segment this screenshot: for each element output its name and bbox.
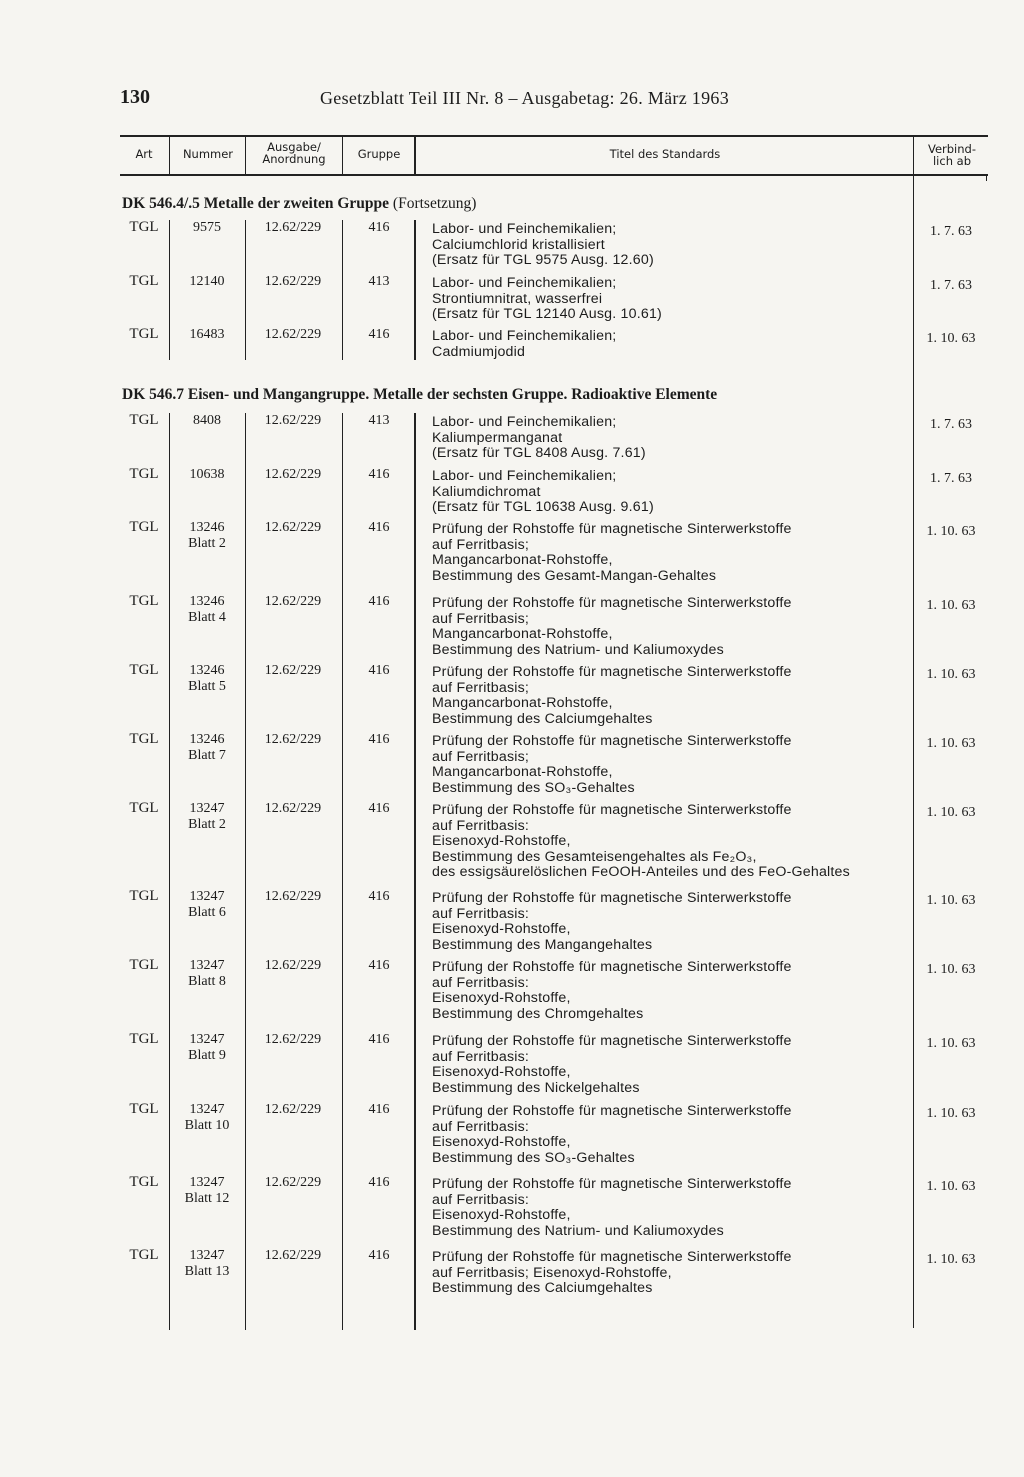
row-nummer-line: Blatt 8 [188,973,226,989]
row-titel-line: Eisenoxyd-Rohstoffe, [432,921,571,937]
row-date: 1. 10. 63 [926,736,976,751]
col-header-gruppe: Gruppe [357,147,401,161]
row-titel-line: des essigsäurelöslichen FeOOH-Anteiles und des FeO-Gehaltes [432,864,850,880]
row-art: TGL [129,519,159,535]
row-date: 1. 10. 63 [926,331,976,346]
row-titel [432,222,912,269]
row-gruppe: 416 [368,1032,390,1047]
row-gruppe: 416 [368,801,390,816]
row-ausgabe: 12.62/229 [264,889,322,904]
row-nummer [172,801,242,832]
row-art: TGL [129,731,159,747]
row-titel-line: Prüfung der Rohstoffe für magnetische Sinterwerkstoffe [432,959,792,975]
row-nummer [172,663,242,694]
row-nummer-line: 13247 [189,1102,225,1117]
row-gruppe: 416 [368,1102,390,1117]
row-art: TGL [129,273,159,289]
row-nummer-line: 13247 [189,889,225,904]
row-titel [432,596,912,658]
row-art: TGL [129,957,159,973]
row-titel-line: Bestimmung des Nickelgehaltes [432,1079,640,1096]
row-titel-line: Mangancarbonat-Rohstoffe, [432,695,613,711]
row-ausgabe: 12.62/229 [264,732,322,747]
row-art: TGL [129,800,159,816]
row-nummer-line: 12140 [189,274,225,289]
column-rule [342,413,343,1330]
col-header-ausgabe-line: Anordnung [262,152,326,166]
row-gruppe: 413 [368,274,390,289]
row-titel-line: Prüfung der Rohstoffe für magnetische Sinterwerkstoffe [432,1033,792,1049]
row-titel-line: Labor- und Feinchemikalien; [432,275,617,291]
row-titel-line: Eisenoxyd-Rohstoffe, [432,1207,571,1223]
row-titel [432,415,912,462]
row-titel-line: (Ersatz für TGL 10638 Ausg. 9.61) [432,499,654,515]
row-titel-line: auf Ferritbasis: [432,974,530,991]
row-nummer [172,958,242,989]
row-nummer [172,220,242,236]
row-gruppe: 416 [368,220,390,235]
row-titel-line: Prüfung der Rohstoffe für magnetische Sinterwerkstoffe [432,890,792,906]
row-nummer-line: 13246 [189,594,225,609]
row-titel-line: auf Ferritbasis; [432,679,530,696]
section-heading-title: DK 546.4/.5 Metalle der zweiten Gruppe [122,195,390,212]
row-titel-line: Mangancarbonat-Rohstoffe, [432,552,613,568]
row-date: 1. 10. 63 [926,598,976,613]
row-titel-line: auf Ferritbasis; Eisenoxyd-Rohstoffe, [432,1264,672,1281]
page-number: 130 [120,86,150,108]
row-ausgabe: 12.62/229 [264,1175,322,1190]
row-nummer-line: Blatt 10 [184,1117,230,1133]
row-date: 1. 10. 63 [926,893,976,908]
row-nummer [172,327,242,343]
row-titel-line: Kaliumpermanganat [432,429,563,446]
row-titel [432,734,912,796]
row-titel-line: Prüfung der Rohstoffe für magnetische Sinterwerkstoffe [432,664,792,680]
row-date: 1. 7. 63 [930,471,972,486]
row-ausgabe: 12.62/229 [264,413,322,428]
row-titel-line: (Ersatz für TGL 9575 Ausg. 12.60) [432,252,654,268]
row-titel-line: Bestimmung des Mangangehaltes [432,936,653,953]
row-titel [432,329,912,360]
section-heading-title: DK 546.7 Eisen- und Mangangruppe. Metalle der sechsten Gruppe. Radioaktive Elemente [122,386,718,403]
column-rule [342,220,343,360]
col-header-nummer: Nummer [182,147,234,161]
row-nummer-line: 8408 [193,413,221,428]
row-ausgabe: 12.62/229 [264,594,322,609]
row-titel-line: Prüfung der Rohstoffe für magnetische Sinterwerkstoffe [432,595,792,611]
column-rule [169,413,170,1330]
row-titel [432,1177,912,1239]
row-titel-line: auf Ferritbasis: [432,905,530,922]
row-nummer [172,467,242,483]
row-art: TGL [129,219,159,235]
row-titel-line: Kaliumdichromat [432,483,541,500]
row-ausgabe: 12.62/229 [264,1248,322,1263]
col-header-verbindlich [916,143,988,167]
row-gruppe: 416 [368,467,390,482]
row-titel [432,891,912,953]
row-titel-line: Bestimmung des SO₃-Gehaltes [432,779,635,796]
row-art: TGL [129,1174,159,1190]
row-titel-line: Labor- und Feinchemikalien; [432,328,617,344]
column-rule [414,220,416,360]
row-titel [432,469,912,516]
row-titel-line: auf Ferritbasis; [432,748,530,765]
row-titel [432,665,912,727]
row-nummer [172,520,242,551]
row-gruppe: 416 [368,958,390,973]
row-gruppe: 416 [368,520,390,535]
row-nummer [172,1102,242,1133]
header-divider [414,137,416,174]
row-ausgabe: 12.62/229 [264,467,322,482]
row-date: 1. 7. 63 [930,278,972,293]
row-ausgabe: 12.62/229 [264,801,322,816]
row-gruppe: 416 [368,1248,390,1263]
col-header-ausgabe [248,141,340,165]
row-ausgabe: 12.62/229 [264,520,322,535]
header-divider [245,137,246,174]
row-nummer-line: Blatt 9 [188,1047,226,1063]
title-column-border [913,176,914,1328]
row-date: 1. 10. 63 [926,1179,976,1194]
row-titel-line: Bestimmung des Gesamteisengehaltes als Fe₂O₃, [432,848,757,865]
row-titel [432,803,912,881]
right-edge-rule [986,176,987,181]
row-gruppe: 416 [368,594,390,609]
row-date: 1. 10. 63 [926,805,976,820]
row-nummer [172,732,242,763]
row-art: TGL [129,1247,159,1263]
row-nummer [172,889,242,920]
row-titel-line: auf Ferritbasis; [432,536,530,553]
row-nummer [172,1248,242,1279]
row-art: TGL [129,1101,159,1117]
row-titel-line: Calciumchlorid kristallisiert [432,236,605,253]
column-rule [245,220,246,360]
row-art: TGL [129,466,159,482]
row-ausgabe: 12.62/229 [264,274,322,289]
row-nummer-line: 13246 [189,520,225,535]
row-nummer-line: 13246 [189,663,225,678]
row-titel-line: auf Ferritbasis; [432,610,530,627]
row-titel-line: auf Ferritbasis: [432,817,530,834]
row-titel-line: Bestimmung des Natrium- und Kaliumoxydes [432,1222,724,1239]
row-titel-line: Prüfung der Rohstoffe für magnetische Sinterwerkstoffe [432,802,792,818]
row-titel-line: Eisenoxyd-Rohstoffe, [432,833,571,849]
row-ausgabe: 12.62/229 [264,1032,322,1047]
row-art: TGL [129,888,159,904]
row-date: 1. 10. 63 [926,1106,976,1121]
row-titel-line: Cadmiumjodid [432,343,526,360]
row-titel-line: auf Ferritbasis: [432,1048,530,1065]
row-nummer-line: Blatt 2 [188,816,226,832]
row-titel-line: Labor- und Feinchemikalien; [432,221,617,237]
row-titel [432,960,912,1022]
row-date: 1. 7. 63 [930,224,972,239]
row-titel [432,276,912,323]
row-titel-line: Prüfung der Rohstoffe für magnetische Sinterwerkstoffe [432,1103,792,1119]
col-header-ausgabe-line: Ausgabe/ [267,140,321,154]
row-nummer [172,1175,242,1206]
row-gruppe: 413 [368,413,390,428]
row-titel-line: Strontiumnitrat, wasserfrei [432,290,603,307]
row-titel-line: Bestimmung des Calciumgehaltes [432,1280,653,1296]
row-nummer-line: 13247 [189,958,225,973]
row-nummer-line: 13247 [189,1032,225,1047]
row-date: 1. 10. 63 [926,667,976,682]
header-top-rule [120,135,988,137]
column-rule [414,413,416,1330]
row-date: 1. 7. 63 [930,417,972,432]
row-nummer [172,594,242,625]
row-gruppe: 416 [368,663,390,678]
row-titel-line: Labor- und Feinchemikalien; [432,414,617,430]
row-date: 1. 10. 63 [926,1252,976,1267]
header-bottom-rule [120,174,988,176]
row-ausgabe: 12.62/229 [264,220,322,235]
row-titel-line: Bestimmung des Gesamt-Mangan-Gehaltes [432,567,717,584]
row-titel [432,1104,912,1166]
row-titel-line: Bestimmung des Natrium- und Kaliumoxydes [432,641,724,658]
row-titel-line: Eisenoxyd-Rohstoffe, [432,1064,571,1080]
row-gruppe: 416 [368,1175,390,1190]
row-titel-line: Prüfung der Rohstoffe für magnetische Sinterwerkstoffe [432,1249,792,1265]
row-titel-line: Bestimmung des Calciumgehaltes [432,710,653,727]
row-art: TGL [129,1031,159,1047]
row-gruppe: 416 [368,732,390,747]
row-nummer-line: Blatt 4 [188,609,226,625]
row-titel-line: Mangancarbonat-Rohstoffe, [432,626,613,642]
row-nummer-line: 13246 [189,732,225,747]
row-ausgabe: 12.62/229 [264,1102,322,1117]
row-titel-line: auf Ferritbasis: [432,1118,530,1135]
row-titel-line: Bestimmung des Chromgehaltes [432,1005,644,1022]
row-titel-line: Eisenoxyd-Rohstoffe, [432,990,571,1006]
row-art: TGL [129,662,159,678]
row-nummer-line: 16483 [189,327,225,342]
row-date: 1. 10. 63 [926,962,976,977]
section-heading [122,195,476,213]
row-ausgabe: 12.62/229 [264,958,322,973]
row-titel-line: Mangancarbonat-Rohstoffe, [432,764,613,780]
row-nummer-line: Blatt 13 [184,1263,230,1279]
row-titel-line: Eisenoxyd-Rohstoffe, [432,1134,571,1150]
row-art: TGL [129,593,159,609]
row-titel-line: Prüfung der Rohstoffe für magnetische Sinterwerkstoffe [432,521,792,537]
row-nummer-line: 9575 [193,220,221,235]
column-rule [245,413,246,1330]
row-nummer-line: 13247 [189,1175,225,1190]
row-nummer [172,413,242,429]
row-nummer-line: Blatt 5 [188,678,226,694]
section-heading [122,386,717,404]
column-rule [169,220,170,360]
col-header-verbindlich-line: Verbind- [927,142,976,156]
row-date: 1. 10. 63 [926,524,976,539]
section-heading-note: (Fortsetzung) [392,195,477,212]
row-titel-line: Bestimmung des SO₃-Gehaltes [432,1149,635,1166]
row-titel [432,522,912,584]
row-titel-line: Prüfung der Rohstoffe für magnetische Sinterwerkstoffe [432,1176,792,1192]
col-header-art: Art [135,147,153,161]
row-nummer-line: 13247 [189,801,225,816]
row-ausgabe: 12.62/229 [264,663,322,678]
row-ausgabe: 12.62/229 [264,327,322,342]
row-date: 1. 10. 63 [926,1036,976,1051]
row-titel-line: Labor- und Feinchemikalien; [432,468,617,484]
row-nummer-line: Blatt 2 [188,535,226,551]
row-art: TGL [129,326,159,342]
running-head: Gesetzblatt Teil III Nr. 8 – Ausgabetag: 26. März 1963 [320,88,730,108]
row-titel-line: (Ersatz für TGL 8408 Ausg. 7.61) [432,445,646,461]
row-gruppe: 416 [368,327,390,342]
row-titel-line: Prüfung der Rohstoffe für magnetische Sinterwerkstoffe [432,733,792,749]
header-divider [342,137,343,174]
header-divider [913,137,914,174]
row-titel-line: (Ersatz für TGL 12140 Ausg. 10.61) [432,306,662,322]
row-gruppe: 416 [368,889,390,904]
col-header-verbindlich-line: lich ab [932,154,971,168]
row-nummer-line: 10638 [189,467,225,482]
row-nummer [172,274,242,290]
row-art: TGL [129,412,159,428]
header-divider [169,137,170,174]
row-titel-line: auf Ferritbasis: [432,1191,530,1208]
row-titel [432,1034,912,1096]
row-nummer-line: Blatt 7 [188,747,226,763]
col-header-titel: Titel des Standards [609,147,721,161]
row-titel [432,1250,912,1297]
row-nummer-line: Blatt 6 [188,904,226,920]
row-nummer-line: Blatt 12 [184,1190,230,1206]
row-nummer-line: 13247 [189,1248,225,1263]
row-nummer [172,1032,242,1063]
